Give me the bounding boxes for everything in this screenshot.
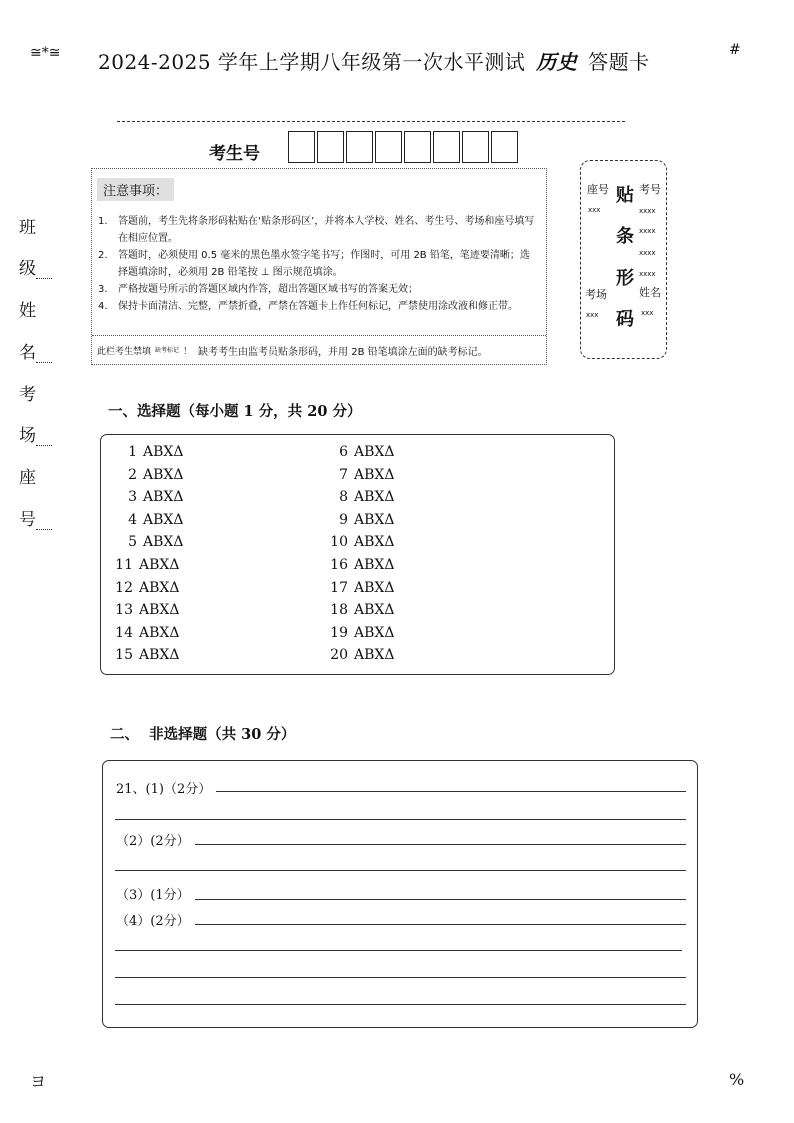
open-question-area: [102, 760, 698, 1028]
fill-line: [36, 348, 52, 363]
answer-line[interactable]: [195, 844, 686, 845]
footer-right-mark: %: [729, 1070, 745, 1089]
question-15[interactable]: [111, 647, 179, 663]
hash-mark: #: [729, 42, 741, 58]
side-label-text: 名: [19, 343, 36, 363]
candidate-number-boxes[interactable]: [288, 131, 520, 163]
name-label: 姓名: [639, 286, 661, 299]
question-number: 19: [330, 624, 348, 641]
page-title: [98, 46, 650, 75]
side-label-text: 级: [19, 259, 36, 279]
question-number: 9: [339, 511, 348, 528]
notice-item-num: 2.: [98, 250, 108, 261]
notice-divider: [92, 335, 546, 336]
question-number: 16: [330, 557, 348, 573]
answer-options[interactable]: ABXΔ: [354, 511, 395, 528]
room-label: 考场: [585, 288, 607, 301]
question-number: 1: [128, 444, 137, 460]
answer-options[interactable]: ABXΔ: [143, 489, 184, 506]
side-label-room-2[interactable]: [19, 421, 52, 446]
notice-panel: [91, 168, 547, 365]
question-number: 14: [115, 624, 133, 641]
answer-line[interactable]: [195, 899, 686, 900]
question-11[interactable]: [111, 557, 179, 573]
side-label-class-1: 班: [19, 218, 36, 238]
question-14[interactable]: [111, 625, 179, 641]
question-number: 15: [115, 647, 133, 664]
seat-label: 座号: [587, 183, 609, 196]
candidate-digit-box[interactable]: [346, 131, 373, 163]
side-label-text: 场: [19, 426, 36, 446]
multiple-choice-area: [100, 434, 615, 675]
answer-prompt: （2）(2分）: [116, 834, 190, 849]
question-2[interactable]: [115, 467, 183, 483]
fill-line: [36, 515, 52, 530]
answer-line[interactable]: [115, 950, 682, 951]
answer-line[interactable]: [115, 819, 686, 820]
question-10[interactable]: [326, 534, 394, 550]
answer-options[interactable]: ABXΔ: [139, 579, 180, 596]
exam-no-value: xxxx: [639, 270, 656, 278]
question-number: 17: [330, 579, 348, 596]
question-18[interactable]: [326, 602, 394, 618]
side-label-seat-2[interactable]: [19, 505, 52, 530]
answer-options[interactable]: ABXΔ: [354, 647, 395, 664]
section-1-title: 一、选择题（每小题 1 分，共 20 分）: [108, 403, 362, 420]
notice-item-num: 4.: [98, 301, 108, 312]
barcode-char: 形: [616, 268, 634, 289]
candidate-digit-box[interactable]: [433, 131, 460, 163]
question-9[interactable]: [326, 512, 394, 528]
notice-item-text: 答题时，必须使用 0.5 毫米的黑色墨水签字笔书写；作图时，可用 2B 铅笔，笔迹要清晰；选择题填涂时，必须用 2B 铅笔按 ⊥ 图示规范填涂。: [118, 250, 530, 278]
room-value: xxx: [586, 311, 599, 319]
answer-options[interactable]: ABXΔ: [143, 511, 184, 528]
answer-options[interactable]: ABXΔ: [354, 602, 395, 619]
side-label-seat-1: 座: [19, 468, 36, 488]
absent-prefix: 此栏考生禁填: [97, 347, 152, 357]
answer-options[interactable]: ABXΔ: [139, 557, 180, 573]
cut-line: [117, 121, 625, 122]
candidate-digit-box[interactable]: [288, 131, 315, 163]
barcode-area[interactable]: [580, 160, 667, 359]
question-number: 18: [330, 602, 348, 619]
answer-line[interactable]: [115, 977, 686, 978]
seat-value: xxx: [588, 206, 601, 214]
side-label-text: 号: [19, 510, 36, 530]
question-number: 20: [330, 647, 348, 664]
barcode-char: 条: [616, 226, 634, 247]
question-5[interactable]: [115, 534, 183, 550]
question-13[interactable]: [111, 602, 179, 618]
absent-mark-box[interactable]: 缺考标记: [155, 347, 180, 354]
notice-item-text: 严格按题号所示的答题区域内作答，超出答题区域书写的答案无效；: [118, 284, 418, 295]
question-20[interactable]: [326, 647, 394, 663]
answer-options[interactable]: ABXΔ: [143, 444, 184, 460]
answer-prompt: 21、(1)（2分）: [116, 782, 212, 797]
exam-no-value: xxxx: [639, 227, 656, 235]
question-number: 10: [330, 534, 348, 551]
notice-title: 注意事项：: [97, 178, 174, 201]
absent-exclaim: ！: [183, 347, 193, 357]
candidate-digit-box[interactable]: [375, 131, 402, 163]
question-number: 8: [339, 489, 348, 506]
answer-options[interactable]: ABXΔ: [139, 624, 180, 641]
answer-line[interactable]: [115, 1004, 686, 1005]
answer-options[interactable]: ABXΔ: [354, 557, 395, 573]
question-4[interactable]: [115, 512, 183, 528]
question-number: 13: [115, 602, 133, 619]
section-2-title: 二、 非选择题（共 30 分）: [110, 726, 296, 743]
footer-left-mark: ヨ: [30, 1072, 47, 1091]
title-prefix: 2024-2025 学年上学期八年级第一次水平测试: [98, 50, 526, 74]
barcode-char: 贴: [616, 185, 634, 206]
candidate-digit-box[interactable]: [404, 131, 431, 163]
answer-line[interactable]: [115, 870, 686, 871]
notice-list: [98, 213, 538, 315]
question-19[interactable]: [326, 625, 394, 641]
candidate-number-label: 考生号: [209, 144, 260, 164]
notice-item: [98, 213, 538, 247]
candidate-digit-box[interactable]: [462, 131, 489, 163]
barcode-char: 码: [616, 309, 634, 330]
question-number: 4: [128, 511, 137, 528]
question-number: 11: [115, 557, 133, 573]
notice-item: [98, 247, 538, 281]
question-7[interactable]: [326, 467, 394, 483]
answer-line[interactable]: [216, 791, 686, 792]
notice-item-num: 1.: [98, 216, 108, 227]
question-6[interactable]: [326, 444, 394, 460]
notice-item-text: 保持卡面清洁、完整，严禁折叠，严禁在答题卡上作任何标记，严禁使用涂改液和修正带。: [118, 301, 518, 312]
fill-line: [36, 264, 52, 279]
question-1[interactable]: [115, 444, 183, 460]
answer-line[interactable]: [195, 924, 686, 925]
answer-options[interactable]: ABXΔ: [143, 466, 184, 483]
notice-item: [98, 281, 538, 298]
question-16[interactable]: [326, 557, 394, 573]
question-number: 12: [115, 579, 133, 596]
corner-mark: ≅*≅: [30, 45, 61, 61]
notice-item-text: 答题前，考生先将条形码粘贴在‘贴条形码区’，并将本人学校、姓名、考生号、考场和座号填写在相应位置。: [118, 216, 535, 244]
answer-options[interactable]: ABXΔ: [139, 602, 180, 619]
answer-prompt: （4）(2分）: [116, 914, 190, 929]
question-number: 5: [128, 534, 137, 551]
answer-options[interactable]: ABXΔ: [143, 534, 184, 551]
absent-row: [97, 343, 488, 358]
exam-no-value: xxxx: [639, 249, 656, 257]
answer-options[interactable]: ABXΔ: [354, 466, 395, 483]
question-8[interactable]: [326, 489, 394, 505]
answer-options[interactable]: ABXΔ: [139, 647, 180, 664]
answer-prompt: （3）(1分）: [116, 888, 190, 903]
side-label-name-1: 姓: [19, 301, 36, 321]
notice-item: [98, 298, 538, 315]
side-label-name-2[interactable]: [19, 338, 52, 363]
question-3[interactable]: [115, 489, 183, 505]
title-suffix: 答题卡: [588, 50, 650, 74]
subject-name: 历史: [536, 50, 578, 74]
question-number: 2: [128, 466, 137, 483]
question-number: 3: [128, 489, 137, 506]
exam-no-label: 考号: [639, 183, 661, 196]
answer-options[interactable]: ABXΔ: [354, 534, 395, 551]
name-value: xxx: [641, 309, 654, 317]
side-label-class-2[interactable]: [19, 254, 52, 279]
question-12[interactable]: [111, 580, 179, 596]
exam-no-value: xxxx: [639, 207, 656, 215]
question-number: 6: [339, 444, 348, 460]
answer-options[interactable]: ABXΔ: [354, 444, 395, 460]
question-number: 7: [339, 466, 348, 483]
candidate-digit-box[interactable]: [317, 131, 344, 163]
absent-text: 缺考考生由监考员贴条形码，并用 2B 铅笔填涂左面的缺考标记。: [198, 347, 488, 358]
answer-options[interactable]: ABXΔ: [354, 579, 395, 596]
side-label-room-1: 考: [19, 385, 36, 405]
question-17[interactable]: [326, 580, 394, 596]
candidate-digit-box[interactable]: [491, 131, 518, 163]
notice-item-num: 3.: [98, 284, 108, 295]
fill-line: [36, 431, 52, 446]
answer-options[interactable]: ABXΔ: [354, 489, 395, 506]
answer-options[interactable]: ABXΔ: [354, 624, 395, 641]
